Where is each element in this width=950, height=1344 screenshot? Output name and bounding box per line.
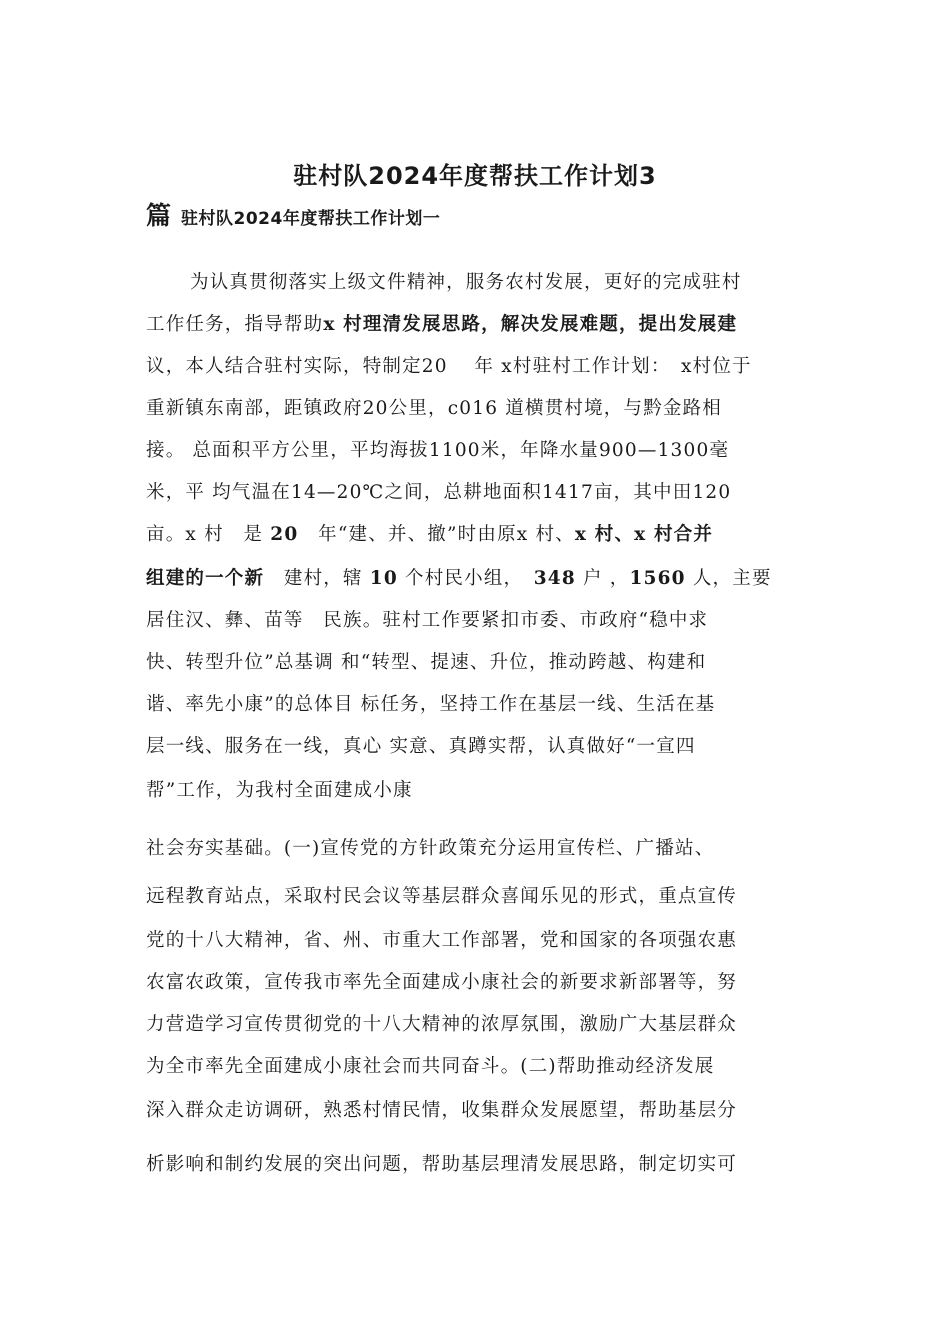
text-segment: 为认真贯彻落实上级文件精神，服务农村发展，更好的完成驻村	[190, 272, 742, 293]
text-segment: 远程教育站点，采取村民会议等基层群众喜闻乐见的形式，重点宣传	[146, 886, 738, 907]
text-line	[146, 732, 696, 758]
text-segment: 农富农政策，宣传我市率先全面建成小康社会的新要求新部署等，努	[146, 972, 738, 993]
text-line	[146, 520, 713, 546]
text-segment: 谐、率先小康”的总体目 标任务，坚持工作在基层一线、生活在基	[146, 694, 716, 715]
text-line	[146, 564, 772, 590]
text-segment: 348	[533, 568, 576, 589]
text-line	[146, 1096, 737, 1122]
text-line	[146, 1010, 737, 1036]
text-segment: 快、转型升位”总基调 和“转型、提速、升位，推动跨越、构建和	[146, 652, 707, 673]
document-subtitle	[146, 196, 440, 232]
text-line	[146, 1052, 714, 1078]
text-segment: 帮”工作，为我村全面建成小康	[146, 780, 413, 801]
text-segment: 居住汉、彝、苗等 民族。驻村工作要紧扣市委、市政府“稳中求	[146, 610, 709, 631]
text-segment: 社会夯实基础。(一)宣传党的方针政策充分运用宣传栏、广播站、	[146, 838, 715, 859]
text-segment: 人，主要	[685, 568, 772, 589]
text-segment: 议，本人结合驻村实际，特制定20 年 x村驻村工作计划： x村位于	[146, 356, 752, 377]
subtitle-text: 驻村队2024年度帮扶工作计划一	[181, 209, 441, 229]
text-line	[146, 882, 737, 908]
text-line	[146, 394, 722, 420]
text-segment: 建村，辖	[264, 568, 370, 589]
text-segment: x 村、x 村合并	[574, 524, 714, 545]
text-segment: 亩。x 村 是	[146, 524, 271, 545]
text-segment: 米，平 均气温在14—20℃之间，总耕地面积1417亩，其中田120	[146, 482, 732, 503]
text-segment: 力营造学习宣传贯彻党的十八大精神的浓厚氛围，激励广大基层群众	[146, 1014, 738, 1035]
text-segment: 组建的一个新	[146, 568, 265, 589]
text-segment: 1560	[629, 568, 686, 589]
text-line	[146, 352, 752, 378]
text-line	[146, 968, 737, 994]
text-line	[146, 834, 714, 860]
text-line	[146, 478, 731, 504]
text-segment: 工作任务，指导帮助	[146, 314, 324, 335]
text-segment: 个村民小组，	[397, 568, 534, 589]
text-segment: 深入群众走访调研，熟悉村情民情，收集群众发展愿望，帮助基层分	[146, 1100, 738, 1121]
text-segment: 党的十八大精神，省、州、市重大工作部署，党和国家的各项强农惠	[146, 930, 738, 951]
text-line	[146, 690, 715, 716]
text-segment: 年“建、并、撤”时由原x 村、	[298, 524, 575, 545]
text-line	[190, 268, 742, 294]
text-segment: 为全市率先全面建成小康社会而共同奋斗。(二)帮助推动经济发展	[146, 1056, 715, 1077]
text-segment: 户 ，	[575, 568, 630, 589]
text-segment: 接。 总面积平方公里，平均海拔1100米，年降水量900—1300毫	[146, 440, 730, 461]
subtitle-prefix: 篇	[146, 201, 172, 230]
text-segment: 层一线、服务在一线，真心 实意、真蹲实帮，认真做好“一宣四	[146, 736, 696, 757]
text-segment: x 村理清发展思路，解决发展难题，提出发展建	[323, 314, 738, 335]
text-line	[146, 648, 706, 674]
text-line	[146, 436, 729, 462]
text-segment: 析影响和制约发展的突出问题，帮助基层理清发展思路，制定切实可	[146, 1154, 738, 1175]
text-line	[146, 1150, 737, 1176]
text-segment: 重新镇东南部，距镇政府20公里，c016 道横贯村境，与黔金路相	[146, 398, 722, 419]
text-line	[146, 926, 737, 952]
text-segment: 10	[369, 568, 398, 589]
text-line	[146, 606, 708, 632]
text-segment: 20	[270, 524, 299, 545]
document-title: 驻村队2024年度帮扶工作计划3	[293, 162, 657, 190]
text-line	[146, 776, 413, 802]
text-line	[146, 310, 737, 336]
